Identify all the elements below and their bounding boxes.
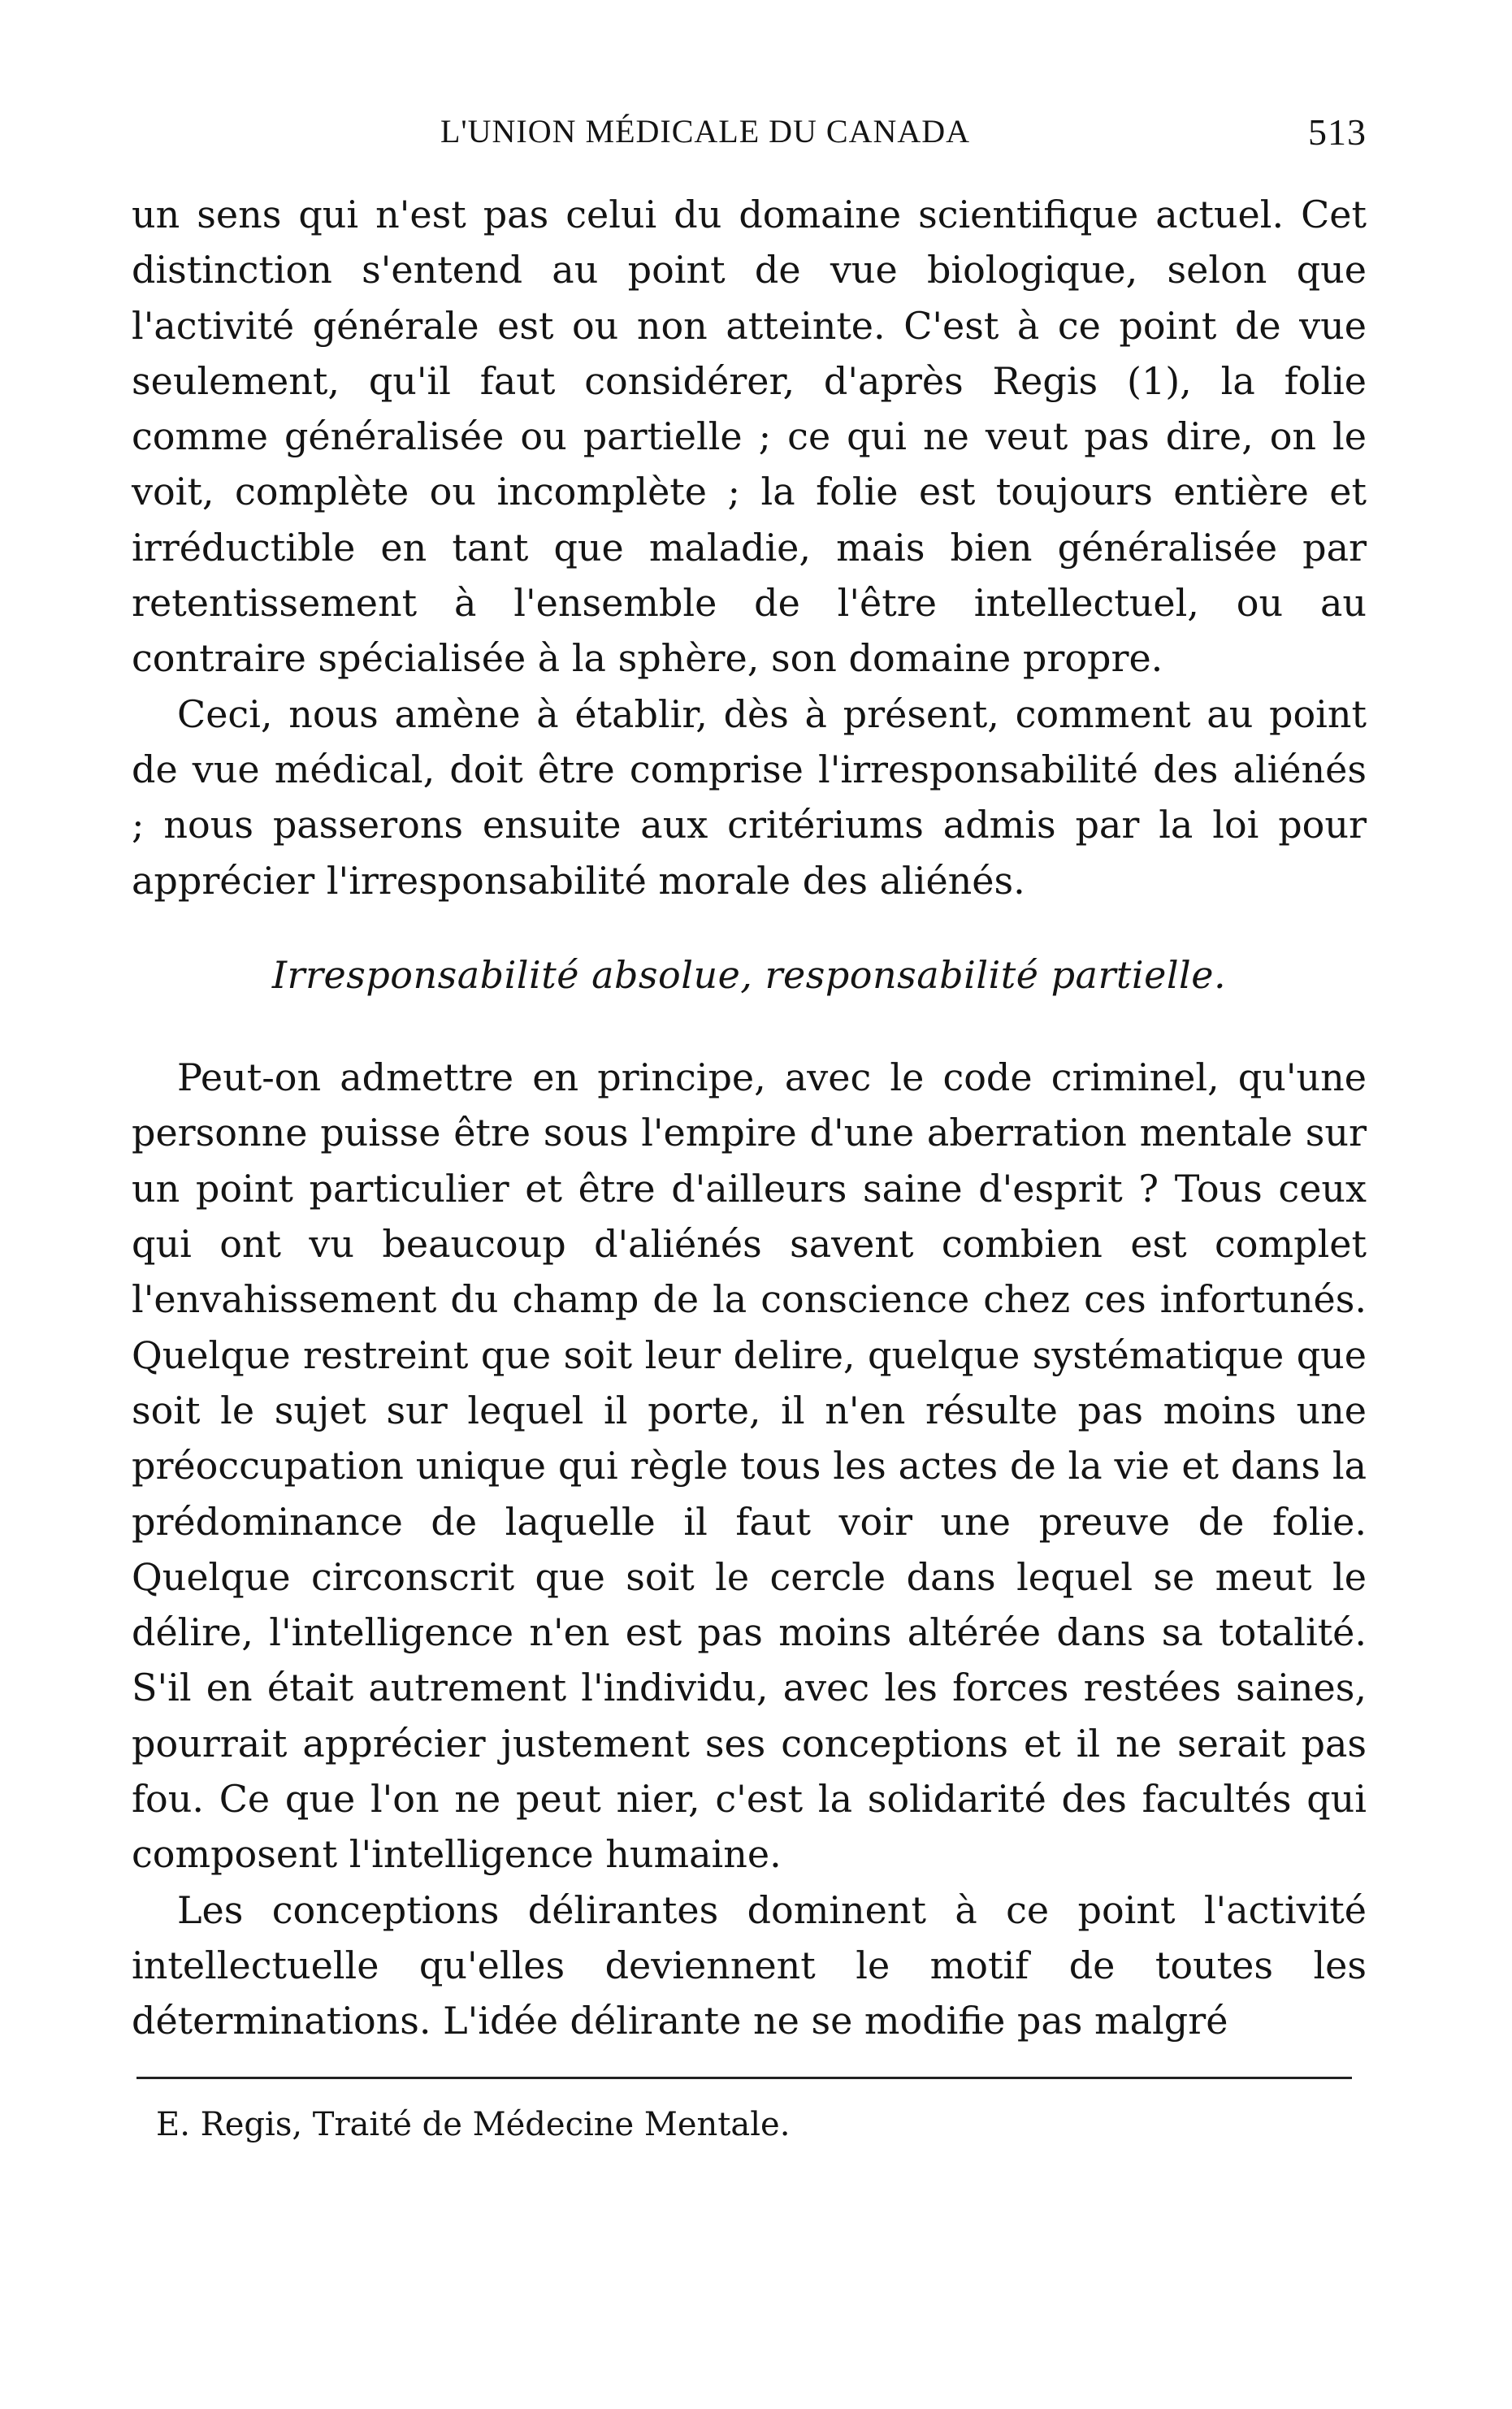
section-title: Irresponsabilité absolue, responsabilité partielle. xyxy=(271,952,1227,997)
paragraph-3: Peut-on admettre en principe, avec le code criminel, qu'une personne puisse être sous l'empire d'une aberration mentale sur un point particulier et être d'ailleurs saine d'esprit ? Tous ceux qui ont vu beaucoup d'aliénés savent combien est complet l'envahissement du champ de la conscience chez ces infortunés. Quelque restreint que soit leur delire, quelque systématique que soit le sujet sur lequel il porte, il n'en résulte pas moins une préoccupation unique qui règle tous les actes de la vie et dans la prédominance de laquelle il faut voir une preuve de folie. Quelque circonscrit que soit le cercle dans lequel se meut le délire, l'intelligence n'en est pas moins altérée dans sa totalité. S'il en était autrement l'individu, avec les forces restées saines, pourrait apprécier justement ses conceptions et il ne serait pas fou. Ce que l'on ne peut nier, c'est la solidarité des facultés qui composent l'intelligence humaine. xyxy=(132,1055,1367,1877)
page-number: 513 xyxy=(1308,111,1367,153)
paragraph-2: Ceci, nous amène à établir, dès à présent, comment au point de vue médical, doit être comprise l'irresponsabilité des aliénés ; nous passerons ensuite aux critériums admis par la loi pour apprécier l'irresponsabilité morale des aliénés. xyxy=(132,691,1367,903)
paragraph-1: un sens qui n'est pas celui du domaine scientifique actuel. Cet distinction s'entend au point de vue biologique, selon que l'activité générale est ou non atteinte. C'est à ce point de vue seulement, qu'il faut considérer, d'après Regis (1), la folie comme généralisée ou partielle ; ce qui ne veut pas dire, on le voit, complète ou incomplète ; la folie est toujours entière et irréductible en tant que maladie, mais bien généralisée par retentissement à l'ensemble de l'être intellectuel, ou au contraire spécialisée à la sphère, son domaine propre. xyxy=(132,193,1367,681)
footnote-rule xyxy=(136,2077,1352,2079)
page xyxy=(132,96,1367,2149)
paragraph-4: Les conceptions délirantes dominent à ce point l'activité intellectuelle qu'elles deviennent le motif de toutes les déterminations. L'idée délirante ne se modifie pas malgré xyxy=(132,1887,1367,2043)
journal-title: L'UNION MÉDICALE DU CANADA xyxy=(440,113,971,149)
footnote: E. Regis, Traité de Médecine Mentale. xyxy=(156,2105,791,2143)
body-text xyxy=(132,187,1367,2049)
running-head xyxy=(132,96,1367,169)
